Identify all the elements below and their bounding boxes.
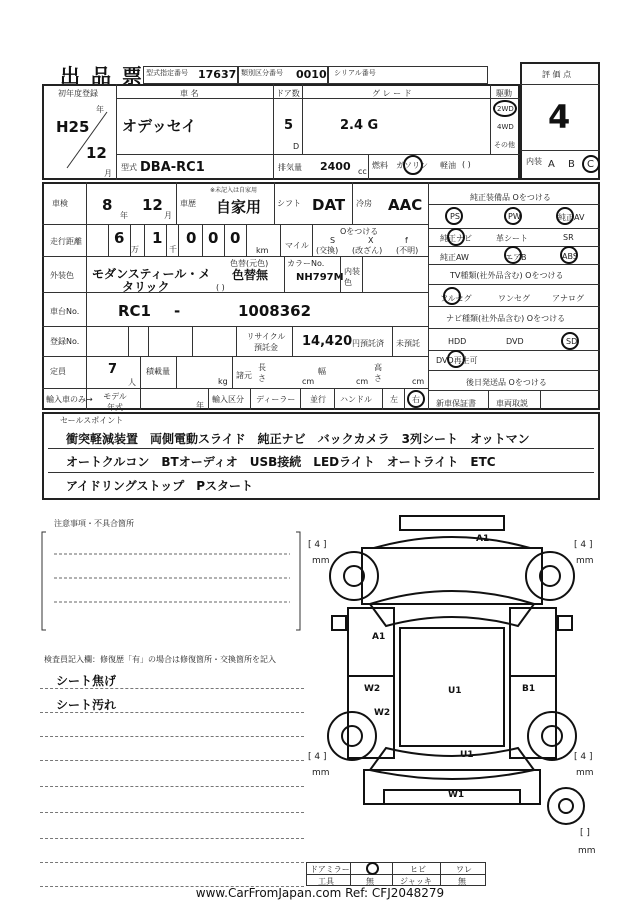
fuel-paren: ( ): [462, 160, 471, 169]
grade: 2.4 G: [340, 118, 379, 133]
ac: AAC: [388, 196, 423, 214]
caution-label: 注意事項・不具合箇所: [54, 519, 134, 528]
interior-grade-label: 内装: [526, 157, 542, 166]
mileage-man: 万: [131, 245, 139, 254]
tread-fr-unit: mm: [576, 556, 594, 566]
mileage-d5: 0: [230, 229, 241, 247]
import-type-label: 輸入区分: [212, 395, 244, 404]
tread-rl-unit: mm: [312, 768, 330, 778]
drive-4wd: 4WD: [497, 123, 514, 131]
tv-oneseg: ワンセグ: [498, 294, 530, 303]
equip-av: 純正AV: [558, 213, 585, 222]
dealer: ディーラー: [256, 395, 296, 404]
legend-tool-value: 無: [366, 877, 374, 886]
damage-left-mid: W2: [364, 684, 381, 694]
tread-rl: [ 4 ]: [308, 752, 327, 762]
reg-no-label: 登録No.: [50, 337, 80, 346]
navi-dvd-play-circle: [447, 350, 465, 368]
sales-line-1: 衝突軽減装置 両側電動スライド 純正ナビ バックカメラ 3列シート オットマン: [66, 432, 530, 446]
history-label: 車歴: [180, 199, 196, 208]
model: DBA-RC1: [140, 160, 205, 175]
tv-fullseg: フルセグ: [440, 294, 472, 303]
model-cert-no: 17637: [198, 68, 237, 81]
navi-hdd: HDD: [448, 337, 467, 346]
equip-airbag-circle: [504, 246, 522, 264]
navi-dvd: DVD: [506, 337, 524, 346]
mileage-label: 走行距離: [50, 237, 82, 246]
tv-title: TV種類(社外品含む) Oをつける: [450, 271, 564, 280]
capacity-unit: 人: [128, 378, 136, 387]
tread-rr-unit: mm: [576, 768, 594, 778]
category-no: 0010: [296, 68, 327, 81]
model-cert-label: 型式指定番号: [146, 69, 188, 77]
navi-dvd-play: DVD再生可: [436, 356, 478, 365]
equipment-title: 純正装備品 Oをつける: [470, 193, 551, 202]
door-suffix: D: [293, 142, 300, 151]
post-manual: 車両取説: [496, 399, 528, 408]
ac-label: 冷房: [356, 199, 372, 208]
caution-bracket: [40, 530, 302, 634]
note-item-2: シート汚れ: [56, 698, 117, 712]
sales-line-2: オートクルコン BTオーディオ USB接続 LEDライト オートライト ETC: [66, 455, 496, 469]
page-title: 出 品 票: [60, 64, 144, 88]
chassis-dash: -: [174, 302, 181, 320]
tread-rr: [ 4 ]: [574, 752, 593, 762]
displacement: 2400: [320, 160, 351, 173]
legend-mirror: ドアミラー: [310, 865, 350, 874]
dims-label: 諸元: [236, 371, 252, 380]
doors: 5: [284, 118, 294, 133]
score-value: 4: [548, 98, 571, 136]
chassis-no: 1008362: [238, 302, 312, 320]
year-unit: 年: [96, 105, 104, 114]
interior-grade-a: A: [548, 159, 555, 170]
meter-x: X: [368, 236, 374, 245]
handle-right-circle: [407, 390, 425, 408]
color-line2: タリック: [122, 280, 170, 294]
capacity: 7: [108, 362, 118, 377]
color-change-label: 色替(元色): [230, 259, 269, 268]
meter-s: S: [330, 236, 336, 245]
navi-title: ナビ種類(社外品含む) Oをつける: [446, 314, 566, 323]
handle-right: 右: [412, 395, 420, 404]
damage-bottom: W1: [448, 790, 465, 800]
tread-rl-value: 4: [314, 752, 321, 762]
meter-s-note: (交換): [316, 246, 339, 255]
chassis-model: RC1: [118, 302, 151, 320]
width-unit: cm: [356, 377, 369, 386]
shift-label: シフト: [277, 199, 301, 208]
post-title: 後日発送品 Oをつける: [466, 378, 547, 387]
tread-spare: [ ]: [580, 828, 590, 838]
car-diagram: [304, 508, 600, 858]
recycle-amount: 14,420: [302, 334, 353, 349]
fuel-gas-circle: [403, 155, 423, 175]
equip-ps-circle: [445, 207, 463, 225]
length-label: 長さ: [258, 363, 266, 383]
shaken-month: 12: [142, 196, 163, 214]
legend-jack: ジャッキ: [400, 877, 432, 886]
damage-center: U1: [448, 686, 462, 696]
parallel: 並行: [310, 395, 326, 404]
category-label: 類別区分番号: [241, 69, 283, 77]
color-no-label: カラーNo.: [287, 259, 325, 268]
equip-abs-circle: [560, 246, 578, 264]
mileage-d4: 0: [208, 229, 219, 247]
mileage-sen: 千: [169, 245, 177, 254]
tv-fullseg-circle: [443, 287, 461, 305]
first-reg-label: 初年度登録: [58, 89, 98, 98]
car-name-label: 車 名: [180, 89, 199, 98]
handle-left: 左: [390, 395, 398, 404]
footer-watermark: www.CarFromJapan.com Ref: CFJ2048279: [195, 886, 445, 900]
tread-fl: [ 4 ]: [308, 540, 327, 550]
post-warranty: 新車保証書: [436, 399, 476, 408]
interior-color-label: 内装色: [344, 267, 360, 287]
height-unit: cm: [412, 377, 425, 386]
displacement-unit: cc: [358, 167, 367, 176]
shaken-year: 8: [102, 196, 113, 214]
legend-crack: ヒビ: [410, 865, 426, 874]
damage-right: B1: [522, 684, 536, 694]
drive-2wd: 2WD: [497, 105, 514, 113]
meter-x-note: (改ざん): [352, 246, 383, 255]
meter-circle-note: Oをつける: [340, 227, 379, 236]
shaken-month-unit: 月: [164, 211, 172, 220]
load-unit: kg: [218, 377, 228, 386]
load-label: 積載量: [146, 367, 170, 376]
interior-c-circle: [582, 155, 600, 173]
color-no: NH797M: [296, 272, 344, 283]
year-era: H25: [56, 118, 90, 136]
height-label: 高さ: [374, 363, 382, 383]
tread-fl-value: 4: [314, 540, 321, 550]
navi-sd-circle: [561, 332, 579, 350]
drive-label: 駆動: [496, 89, 512, 98]
equip-navi: 純正ナビ: [440, 234, 472, 243]
equip-abs: ABS: [562, 252, 578, 261]
equip-pw: PW: [508, 212, 521, 221]
drive-other: その他: [494, 141, 515, 149]
car-name: オデッセイ: [122, 117, 197, 135]
mileage-d2: 1: [152, 229, 163, 247]
shaken-year-unit: 年: [120, 211, 128, 220]
legend-mirror-circle: [366, 862, 379, 875]
model-year-unit: 年: [196, 401, 204, 410]
legend-jack-value: 無: [458, 877, 466, 886]
equip-aw: 純正AW: [440, 253, 469, 262]
history: 自家用: [216, 198, 262, 216]
meter-f-note: (不明): [396, 246, 419, 255]
interior-grade-c: C: [587, 159, 594, 170]
recycle-paid: 円預託済: [352, 339, 384, 348]
recycle-label: リサイクル預託金: [246, 332, 286, 352]
model-year-label: モデル年式: [103, 392, 127, 412]
equip-airbag: エアB: [505, 253, 527, 262]
tread-fr-value: 4: [580, 540, 587, 550]
mileage-d1: 6: [114, 229, 125, 247]
fuel-label: 燃料: [372, 161, 388, 170]
color-label: 外装色: [50, 271, 74, 280]
equip-sr: SR: [563, 233, 574, 242]
color-change-paren: ( ): [216, 283, 225, 292]
drive-2wd-circle: [493, 100, 517, 117]
score-label: 評 価 点: [542, 70, 572, 79]
damage-top: A1: [476, 534, 490, 544]
grade-label: グ レ ー ド: [372, 89, 412, 98]
damage-rear-center: U1: [460, 750, 474, 760]
model-label: 型式: [121, 163, 137, 172]
color-change: 色替無: [232, 268, 269, 282]
handle-label: ハンドル: [340, 395, 372, 404]
sales-line-3: アイドリングストップ Pスタート: [66, 479, 253, 493]
length-unit: cm: [302, 377, 315, 386]
shaken-label: 車検: [52, 199, 68, 208]
color-line1: モダンスティール・メ: [92, 267, 211, 281]
sales-points-label: セールスポイント: [60, 416, 124, 425]
doors-label: ドア数: [276, 89, 300, 98]
reg-month: 12: [86, 144, 107, 162]
tread-spare-unit: mm: [578, 846, 596, 856]
meter-f: f: [405, 236, 408, 245]
navi-sd: SD: [566, 337, 578, 346]
damage-left-rear: W2: [374, 708, 391, 718]
tread-fl-unit: mm: [312, 556, 330, 566]
history-note: ※未記入は自家用: [210, 187, 258, 194]
recycle-unpaid: 未預託: [396, 339, 420, 348]
legend-tool: 工具: [318, 877, 334, 886]
chassis-label: 車台No.: [50, 307, 80, 316]
mileage-km: km: [256, 246, 269, 255]
inspector-label: 検査員記入欄：修復歴「有」の場合は修復箇所・交換箇所を記入: [44, 655, 276, 664]
mile-label: マイル: [285, 241, 309, 250]
fuel-gas: ガソリン: [396, 161, 428, 170]
interior-grade-b: B: [568, 159, 575, 170]
legend-warp: ワレ: [456, 865, 472, 874]
fuel-diesel-label: 軽油: [440, 161, 456, 170]
shift: DAT: [312, 196, 346, 214]
tread-fr: [ 4 ]: [574, 540, 593, 550]
serial-label: シリアル番号: [334, 69, 376, 77]
displacement-label: 排気量: [278, 163, 302, 172]
tread-rr-value: 4: [580, 752, 587, 762]
equip-av-circle: [556, 207, 574, 225]
equip-leather: 革シート: [496, 234, 528, 243]
mileage-d3: 0: [186, 229, 197, 247]
equip-navi-circle: [447, 228, 465, 246]
width-label: 幅: [318, 367, 326, 376]
damage-left-front: A1: [372, 632, 386, 642]
note-item-1: シート焦げ: [56, 674, 117, 688]
equip-pw-circle: [504, 207, 522, 225]
equip-ps: PS: [450, 212, 460, 221]
capacity-label: 定員: [50, 367, 66, 376]
import-label: 輸入車のみ→: [46, 395, 93, 404]
tv-analog: アナログ: [552, 294, 584, 303]
month-unit: 月: [104, 169, 112, 178]
